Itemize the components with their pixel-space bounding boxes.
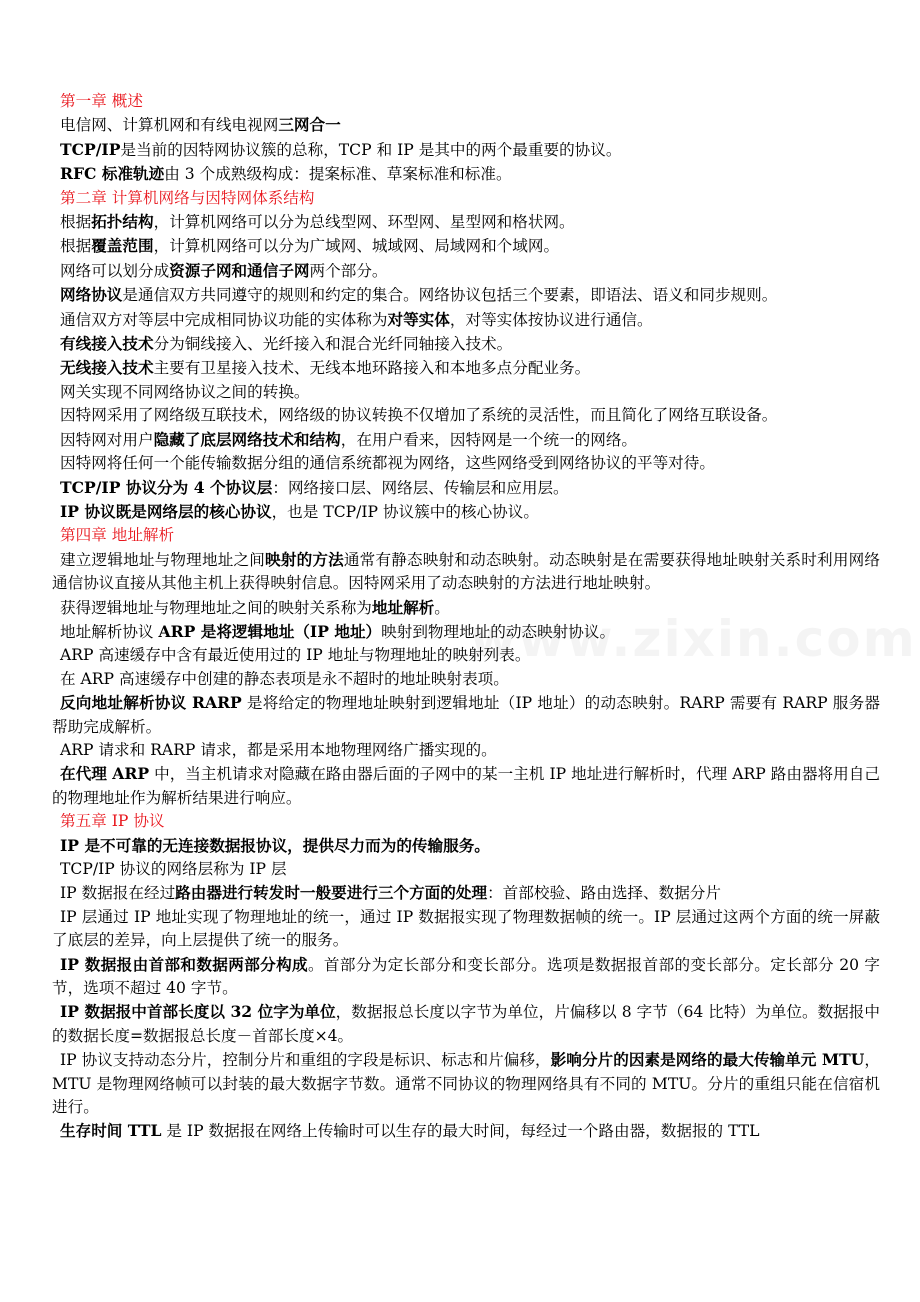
text-segment: 。 (434, 598, 450, 617)
chapter-heading (52, 90, 880, 113)
bold-term: RFC 标准轨迹 (60, 164, 165, 184)
bold-term: ARP 是将逻辑地址（IP 地址） (158, 621, 382, 641)
bold-term: IP 协议既是网络层的核心协议 (60, 501, 272, 521)
bold-term: 拓扑结构 (91, 212, 154, 232)
paragraph (52, 1048, 880, 1119)
text-segment: 是通信双方共同遵守的规则和约定的集合。网络协议包括三个要素，即语法、语义和同步规则。 (122, 286, 778, 305)
text-segment: ，MTU 是物理网络帧可以封装的最大数据字节数。通常不同协议的物理网络具有不同的 MTU。分片的重组只能在信宿机进行。 (52, 1051, 880, 1117)
text-segment: 第二章 计算机网络与因特网体系结构 (60, 188, 315, 207)
text-segment: 电信网、计算机网和有线电视网 (60, 116, 279, 135)
paragraph (52, 858, 880, 881)
bold-term: 三网合一 (278, 115, 341, 135)
paragraph (52, 404, 880, 427)
text-segment: 根据 (60, 237, 92, 256)
text-segment: ，计算机网络可以分为总线型网、环型网、星型网和格状网。 (153, 213, 575, 232)
bold-term: 路由器进行转发时一般要进行三个方面的处理 (175, 883, 488, 903)
text-segment: 第五章 IP 协议 (60, 812, 165, 831)
paragraph (52, 596, 880, 620)
text-segment: TCP/IP 协议的网络层称为 IP 层 (60, 860, 287, 878)
text-segment: 网关实现不同网络协议之间的转换。 (60, 382, 310, 401)
paragraph (52, 739, 880, 762)
bold-term: 影响分片的因素是网络的最大传输单元 MTU (550, 1050, 865, 1070)
text-segment: ARP 高速缓存中含有最近使用过的 IP 地址与物理地址的映射列表。 (60, 646, 531, 665)
paragraph (52, 259, 880, 283)
text-segment: 通信双方对等层中完成相同协议功能的实体称为 (60, 310, 388, 329)
paragraph (52, 381, 880, 404)
text-segment: 由 3 个成熟级构成：提案标准、草案标准和标准。 (164, 165, 512, 184)
paragraph (52, 1000, 880, 1048)
paragraph (52, 500, 880, 524)
bold-term: TCP/IP 协议分为 4 个协议层 (60, 477, 273, 497)
text-segment: ，对等实体按协议进行通信。 (449, 310, 653, 329)
paragraph (52, 162, 880, 186)
paragraph (52, 620, 880, 644)
text-segment: 是当前的因特网协议簇的总称，TCP 和 IP 是其中的两个最重要的协议。 (120, 140, 622, 159)
text-segment: ：首部校验、路由选择、数据分片 (487, 884, 721, 903)
text-segment: 地址解析协议 (60, 622, 159, 641)
chapter-heading (52, 187, 880, 210)
bold-term: 对等实体 (387, 309, 450, 329)
bold-term: 网络协议 (60, 285, 123, 305)
paragraph (52, 476, 880, 500)
bold-term: 在代理 ARP (60, 764, 150, 784)
text-segment: 两个部分。 (309, 261, 388, 280)
text-segment: 主要有卫星接入技术、无线本地环路接入和本地多点分配业务。 (153, 359, 591, 378)
text-segment: 是 IP 数据报在网络上传输时可以生存的最大时间，每经过一个路由器，数据报的 TTL (161, 1122, 760, 1141)
bold-term: 无线接入技术 (60, 358, 154, 378)
text-segment: IP 协议支持动态分片，控制分片和重组的字段是标识、标志和片偏移， (60, 1051, 551, 1070)
paragraph (52, 953, 880, 1001)
bold-term: IP 数据报中首部长度以 32 位字为单位 (60, 1002, 336, 1022)
text-segment: 因特网采用了网络级互联技术，网络级的协议转换不仅增加了系统的灵活性，而且简化了网络互联设备。 (60, 406, 778, 425)
bold-term: 覆盖范围 (91, 236, 154, 256)
paragraph (52, 762, 880, 810)
chapter-heading (52, 524, 880, 547)
paragraph (52, 548, 880, 596)
text-segment: 因特网将任何一个能传输数据分组的通信系统都视为网络，这些网络受到网络协议的平等对待。 (60, 454, 715, 473)
bold-term: 反向地址解析协议 RARP (60, 693, 242, 713)
paragraph (52, 332, 880, 356)
text-segment: ，也是 TCP/IP 协议簇中的核心协议。 (271, 502, 539, 521)
text-segment: 通常有静态映射和动态映射。动态映射是在需要获得地址映射关系时利用网络通信协议直接从其他主机上获得映射信息。因特网采用了动态映射的方法进行地址映射。 (52, 550, 880, 593)
document-body (52, 90, 880, 1144)
paragraph (52, 906, 880, 953)
paragraph (52, 452, 880, 475)
text-segment: 根据 (60, 213, 92, 232)
text-segment: ARP 请求和 RARP 请求，都是采用本地物理网络广播实现的。 (60, 740, 497, 759)
text-segment: 。首部分为定长部分和变长部分。选项是数据报首部的变长部分。定长部分 20 字节，选项不超过 40 字节。 (52, 955, 880, 998)
bold-term: IP 数据报由首部和数据两部分构成 (60, 954, 308, 974)
text-segment: 获得逻辑地址与物理地址之间的映射关系称为 (60, 598, 372, 617)
bold-term: TCP/IP (60, 139, 121, 159)
paragraph (52, 668, 880, 691)
text-segment: IP 数据报在经过 (60, 884, 176, 903)
paragraph (52, 881, 880, 905)
text-segment: 第一章 概述 (60, 92, 143, 110)
paragraph (52, 308, 880, 332)
paragraph (52, 644, 880, 667)
bold-term: 地址解析 (371, 597, 435, 617)
text-segment: ，数据报总长度以字节为单位，片偏移以 8 字节（64 比特）为单位。数据报中的数据长度=数据报总长度－首部长度×4。 (52, 1003, 880, 1045)
bold-term: IP 是不可靠的无连接数据报协议，提供尽力而为的传输服务。 (60, 835, 490, 855)
paragraph (52, 234, 880, 258)
text-segment: ：网络接口层、网络层、传输层和应用层。 (272, 478, 569, 497)
text-segment: 在 ARP 高速缓存中创建的静态表项是永不超时的地址映射表项。 (60, 669, 509, 688)
paragraph (52, 283, 880, 307)
text-segment: ，计算机网络可以分为广域网、城域网、局域网和个域网。 (153, 237, 560, 256)
text-segment: 建立逻辑地址与物理地址之间 (60, 550, 266, 569)
text-segment: 中，当主机请求对隐藏在路由器后面的子网中的某一主机 IP 地址进行解析时，代理 ARP 路由器将用自己的物理地址作为解析结果进行响应。 (52, 765, 880, 807)
bold-term: 有线接入技术 (60, 334, 154, 354)
text-segment: 网络可以划分成 (60, 261, 170, 280)
bold-term: 生存时间 TTL (60, 1121, 162, 1141)
paragraph (52, 138, 880, 162)
bold-term: 隐藏了底层网络技术和结构 (153, 429, 341, 449)
text-segment: 第四章 地址解析 (60, 526, 175, 545)
text-segment: 分为铜线接入、光纤接入和混合光纤同轴接入技术。 (153, 335, 513, 354)
paragraph (52, 691, 880, 739)
chapter-heading (52, 810, 880, 833)
text-segment: 因特网对用户 (60, 430, 154, 449)
paragraph (52, 1119, 880, 1143)
text-segment: 是将给定的物理地址映射到逻辑地址（IP 地址）的动态映射。RARP 需要有 RARP 服务器帮助完成解析。 (52, 694, 880, 736)
bold-term: 资源子网和通信子网 (169, 260, 310, 280)
paragraph (52, 113, 880, 137)
text-segment: IP 层通过 IP 地址实现了物理地址的统一，通过 IP 数据报实现了物理数据帧的统一。IP 层通过这两个方面的统一屏蔽了底层的差异，向上层提供了统一的服务。 (52, 907, 880, 950)
text-segment: ，在用户看来，因特网是一个统一的网络。 (340, 430, 638, 449)
bold-term: 映射的方法 (265, 549, 344, 569)
paragraph (52, 210, 880, 234)
paragraph (52, 428, 880, 452)
text-segment: 映射到物理地址的动态映射协议。 (381, 622, 616, 641)
paragraph (52, 834, 880, 858)
paragraph (52, 356, 880, 380)
